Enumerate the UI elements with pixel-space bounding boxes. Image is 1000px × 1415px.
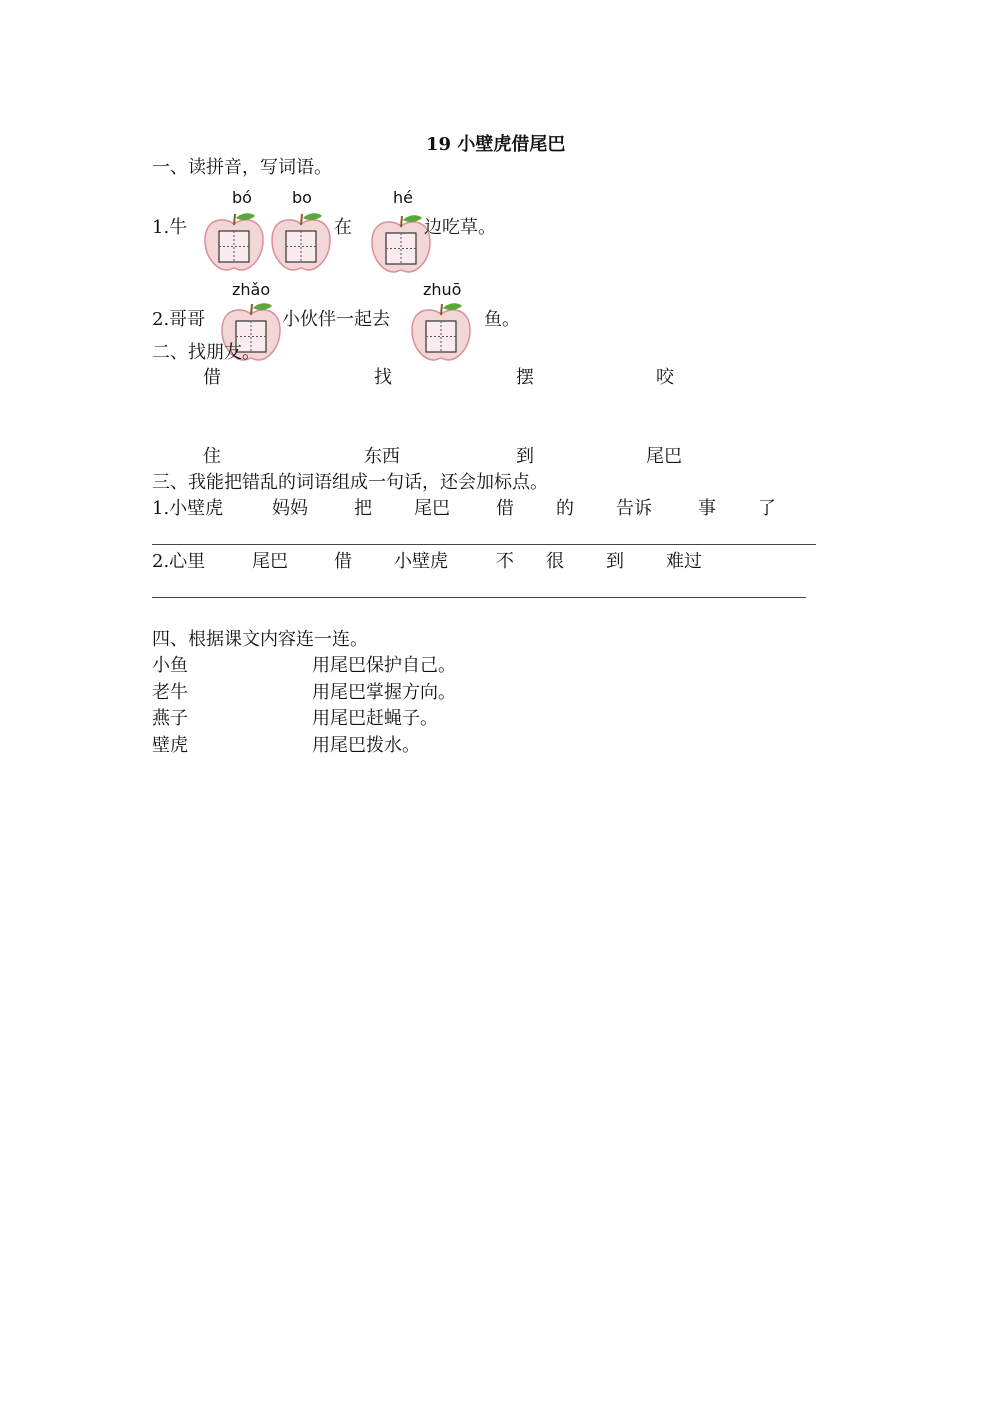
match-top-word[interactable]: 借 xyxy=(203,367,221,388)
pinyin-bo-2: bo xyxy=(292,188,312,207)
tail-use-label[interactable]: 用尾巴赶蝇子。 xyxy=(312,708,438,729)
scrambled-word: 告诉 xyxy=(616,498,652,519)
scrambled-word: 很 xyxy=(546,551,564,572)
apple-icon xyxy=(268,210,334,272)
pinyin-bo-1: bó xyxy=(232,188,252,207)
match-bottom-word[interactable]: 东西 xyxy=(364,446,400,467)
tail-use-label[interactable]: 用尾巴拨水。 xyxy=(312,735,420,756)
q2-mid-text: 小伙伴一起去 xyxy=(282,309,390,330)
scrambled-word: 2.心里 xyxy=(152,551,206,572)
match-bottom-word[interactable]: 住 xyxy=(203,446,221,467)
animal-label[interactable]: 老牛 xyxy=(152,682,188,703)
apple-writing-box-5[interactable] xyxy=(408,300,474,362)
q1-tail-text: 边吃草。 xyxy=(424,217,496,238)
scrambled-word: 事 xyxy=(698,498,716,519)
answer-line-2[interactable] xyxy=(152,597,806,598)
scrambled-word: 的 xyxy=(556,498,574,519)
animal-label[interactable]: 壁虎 xyxy=(152,735,188,756)
scrambled-word: 尾巴 xyxy=(252,551,288,572)
scrambled-word: 1.小壁虎 xyxy=(152,498,224,519)
pinyin-zhao: zhǎo xyxy=(232,280,271,299)
match-top-word[interactable]: 找 xyxy=(374,367,392,388)
match-bottom-word[interactable]: 尾巴 xyxy=(646,446,682,467)
tail-use-label[interactable]: 用尾巴保护自己。 xyxy=(312,655,456,676)
pinyin-he: hé xyxy=(393,188,413,207)
scrambled-word: 了 xyxy=(758,498,776,519)
scrambled-word: 借 xyxy=(334,551,352,572)
apple-icon xyxy=(201,210,267,272)
scrambled-word: 尾巴 xyxy=(414,498,450,519)
apple-icon xyxy=(408,300,474,362)
scrambled-word: 借 xyxy=(496,498,514,519)
scrambled-word: 到 xyxy=(606,551,624,572)
scrambled-word: 把 xyxy=(354,498,372,519)
q1-mid-text: 在 xyxy=(334,217,352,238)
apple-writing-box-2[interactable] xyxy=(268,210,334,272)
match-top-word[interactable]: 摆 xyxy=(516,367,534,388)
scrambled-word: 小壁虎 xyxy=(394,551,448,572)
q2-number: 2.哥哥 xyxy=(152,309,206,330)
section-3-heading: 三、我能把错乱的词语组成一句话，还会加标点。 xyxy=(152,472,548,493)
section-4-heading: 四、根据课文内容连一连。 xyxy=(152,629,368,650)
scrambled-word: 不 xyxy=(496,551,514,572)
scrambled-word: 妈妈 xyxy=(272,498,308,519)
animal-label[interactable]: 小鱼 xyxy=(152,655,188,676)
q2-tail-text: 鱼。 xyxy=(484,309,520,330)
page-title: 19 小壁虎借尾巴 xyxy=(426,134,566,155)
section-1-heading: 一、读拼音，写词语。 xyxy=(152,157,332,178)
section-2-heading: 二、找朋友。 xyxy=(152,342,260,363)
apple-writing-box-1[interactable] xyxy=(201,210,267,272)
animal-label[interactable]: 燕子 xyxy=(152,708,188,729)
pinyin-zhuo: zhuō xyxy=(423,280,462,299)
match-bottom-word[interactable]: 到 xyxy=(516,446,534,467)
scrambled-word: 难过 xyxy=(666,551,702,572)
q1-number: 1.牛 xyxy=(152,217,188,238)
match-top-word[interactable]: 咬 xyxy=(656,367,674,388)
tail-use-label[interactable]: 用尾巴掌握方向。 xyxy=(312,682,456,703)
answer-line-1[interactable] xyxy=(152,544,816,545)
